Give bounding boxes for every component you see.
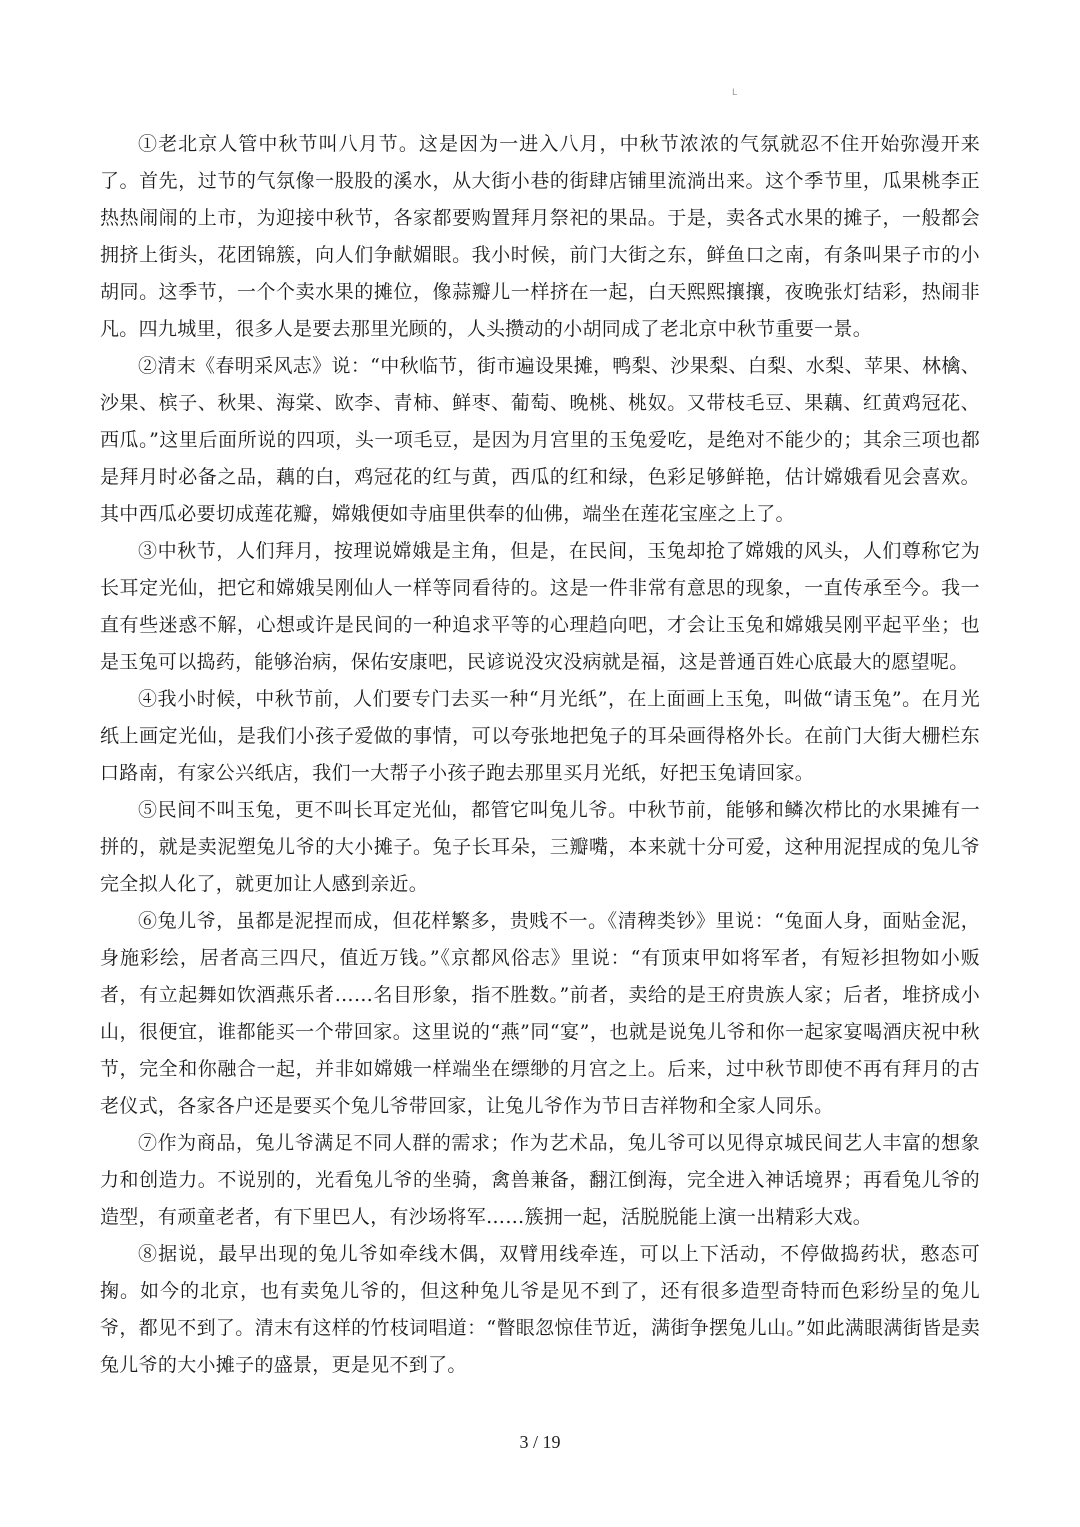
paragraph-3: ③中秋节，人们拜月，按理说嫦娥是主角，但是，在民间，玉兔却抢了嫦娥的风头，人们尊称它为长耳定光仙，把它和嫦娥吴刚仙人一样等同看待的。这是一件非常有意思的现象，一直传承至今。我一直有些迷惑不解，心想或许是民间的一种追求平等的心理趋向吧，才会让玉兔和嫦娥吴刚平起平坐；也是玉兔可以捣药，能够治病，保佑安康吧，民谚说没灾没病就是福，这是普通百姓心底最大的愿望呢。 — [100, 540, 980, 673]
paragraph-2: ②清末《春明采风志》说：“中秋临节，街市遍设果摊，鸭梨、沙果梨、白梨、水梨、苹果、林檎、沙果、槟子、秋果、海棠、欧李、青柿、鲜枣、葡萄、晚桃、桃奴。又带枝毛豆、果藕、红黄鸡冠花、西瓜。”这里后面所说的四项，头一项毛豆，是因为月宫里的玉兔爱吃，是绝对不能少的；其余三项也都是拜月时必备之品，藕的白，鸡冠花的红与黄，西瓜的红和绿，色彩足够鲜艳，估计嫦娥看见会喜欢。其中西瓜必要切成莲花瓣，嫦娥便如寺庙里供奉的仙佛，端坐在莲花宝座之上了。 — [100, 355, 980, 525]
paragraph-1: ①老北京人管中秋节叫八月节。这是因为一进入八月，中秋节浓浓的气氛就忍不住开始弥漫开来了。首先，过节的气氛像一股股的溪水，从大街小巷的街肆店铺里流淌出来。这个季节里，瓜果桃李正热热闹闹的上市，为迎接中秋节，各家都要购置拜月祭祀的果品。于是，卖各式水果的摊子，一般都会拥挤上街头，花团锦簇，向人们争献媚眼。我小时候，前门大街之东，鲜鱼口之南，有条叫果子市的小胡同。这季节，一个个卖水果的摊位，像蒜瓣儿一样挤在一起，白天熙熙攘攘，夜晚张灯结彩，热闹非凡。四九城里，很多人是要去那里光顾的，人头攒动的小胡同成了老北京中秋节重要一景。 — [100, 133, 980, 340]
paragraph-8: ⑧据说，最早出现的兔儿爷如牵线木偶，双臂用线牵连，可以上下活动，不停做捣药状，憨态可掬。如今的北京，也有卖兔儿爷的，但这种兔儿爷是见不到了，还有很多造型奇特而色彩纷呈的兔儿爷，都见不到了。清末有这样的竹枝词唱道：“瞥眼忽惊佳节近，满街争摆兔儿山。”如此满眼满街皆是卖兔儿爷的大小摊子的盛景，更是见不到了。 — [100, 1243, 980, 1376]
paragraph-5: ⑤民间不叫玉兔，更不叫长耳定光仙，都管它叫兔儿爷。中秋节前，能够和鳞次栉比的水果摊有一拼的，就是卖泥塑兔儿爷的大小摊子。兔子长耳朵，三瓣嘴，本来就十分可爱，这种用泥捏成的兔儿爷完全拟人化了，就更加让人感到亲近。 — [100, 799, 980, 895]
paragraph-6: ⑥兔儿爷，虽都是泥捏而成，但花样繁多，贵贱不一。《清稗类钞》里说：“兔面人身，面贴金泥，身施彩绘，居者高三四尺，值近万钱。”《京都风俗志》里说：“有顶束甲如将军者，有短衫担物如小贩者，有立起舞如饮酒燕乐者……名目形象，指不胜数。”前者，卖给的是王府贵族人家；后者，堆挤成小山，很便宜，谁都能买一个带回家。这里说的“燕”同“宴”，也就是说兔儿爷和你一起家宴喝酒庆祝中秋节，完全和你融合一起，并非如嫦娥一样端坐在缥缈的月宫之上。后来，过中秋节即使不再有拜月的古老仪式，各家各户还是要买个兔儿爷带回家，让兔儿爷作为节日吉祥物和全家人同乐。 — [100, 910, 980, 1117]
page-number: 3 / 19 — [519, 1432, 561, 1452]
paragraph-7: ⑦作为商品，兔儿爷满足不同人群的需求；作为艺术品，兔儿爷可以见得京城民间艺人丰富的想象力和创造力。不说别的，光看兔儿爷的坐骑，禽兽兼备，翻江倒海，完全进入神话境界；再看兔儿爷的造型，有顽童老者，有下里巴人，有沙场将军……簇拥一起，活脱脱能上演一出精彩大戏。 — [100, 1132, 980, 1228]
article-body — [100, 126, 980, 1384]
header-mark: L — [732, 88, 738, 98]
paragraph-4: ④我小时候，中秋节前，人们要专门去买一种“月光纸”，在上面画上玉兔，叫做“请玉兔”。在月光纸上画定光仙，是我们小孩子爱做的事情，可以夸张地把兔子的耳朵画得格外长。在前门大街大栅栏东口路南，有家公兴纸店，我们一大帮子小孩子跑去那里买月光纸，好把玉兔请回家。 — [100, 688, 980, 784]
